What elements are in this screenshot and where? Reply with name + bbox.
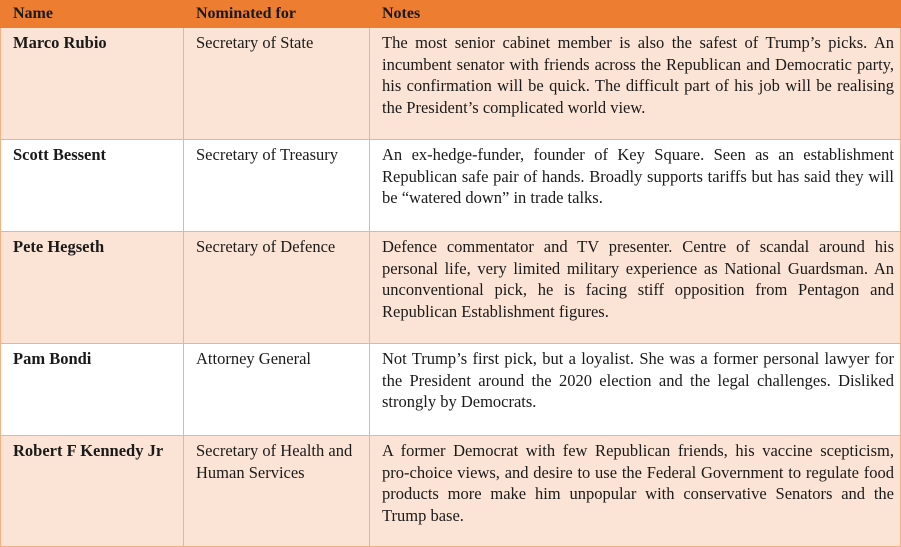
header-row <box>1 1 901 28</box>
cell-name: Pete Hegseth <box>1 232 184 344</box>
table-row <box>1 344 901 436</box>
table-body <box>1 28 901 547</box>
cell-notes: Defence commentator and TV presenter. Centre of scandal around his personal life, very limited military experience as National Guardsman. An unconventional pick, he is facing stiff opposition from Pentagon and Republican Establishment figures. <box>370 232 901 344</box>
cell-notes: An ex-hedge-funder, founder of Key Square. Seen as an establishment Republican safe pair of hands. Broadly supports tariffs but has said they will be “watered down” in trade talks. <box>370 140 901 232</box>
cell-nominated-for: Secretary of State <box>184 28 370 140</box>
cell-nominated-for: Secretary of Health and Human Services <box>184 436 370 547</box>
cell-nominated-for: Secretary of Treasury <box>184 140 370 232</box>
table-row <box>1 436 901 547</box>
cell-name: Marco Rubio <box>1 28 184 140</box>
cell-notes: The most senior cabinet member is also the safest of Trump’s picks. An incumbent senator with friends across the Republican and Democratic party, his confirmation will be quick. The difficult part of his job will be realising the President’s complicated world view. <box>370 28 901 140</box>
header-nominated-for: Nominated for <box>184 1 370 28</box>
cell-name: Scott Bessent <box>1 140 184 232</box>
table-row <box>1 140 901 232</box>
cell-name: Pam Bondi <box>1 344 184 436</box>
table-row <box>1 232 901 344</box>
cell-nominated-for: Secretary of Defence <box>184 232 370 344</box>
cell-notes: Not Trump’s first pick, but a loyalist. She was a former personal lawyer for the President around the 2020 election and the legal challenges. Disliked strongly by Democrats. <box>370 344 901 436</box>
cell-name: Robert F Kennedy Jr <box>1 436 184 547</box>
header-notes: Notes <box>370 1 901 28</box>
header-name: Name <box>1 1 184 28</box>
table-header <box>1 1 901 28</box>
table-row <box>1 28 901 140</box>
cell-nominated-for: Attorney General <box>184 344 370 436</box>
cell-notes: A former Democrat with few Republican friends, his vaccine scepticism, pro-choice views, and desire to use the Federal Government to regulate food products more make him unpopular with conservative Senators and the Trump base. <box>370 436 901 547</box>
